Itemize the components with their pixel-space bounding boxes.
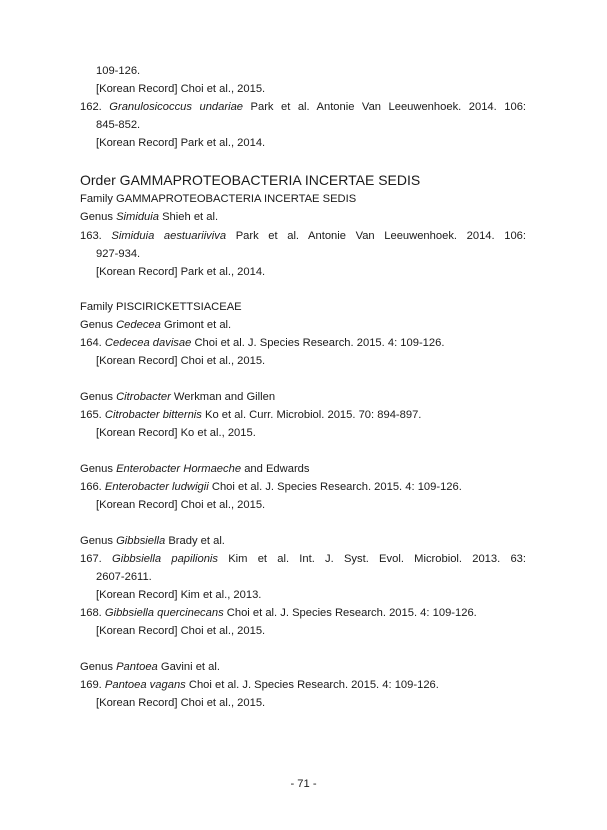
genus-heading [80,318,526,332]
genus-label: Genus [80,391,113,403]
citation: Choi et al. J. Species Research. 2015. 4: 109-126. [188,679,439,691]
genus-authority: Werkman and Gillen [173,391,276,403]
citation-pages: 2607-2611. [96,571,152,583]
korean-record-text: [Korean Record] Park et al., 2014. [96,137,266,149]
genus-heading [80,660,526,674]
genus-heading [80,390,526,404]
korean-record-text: [Korean Record] Ko et al., 2015. [96,427,256,439]
page-number: - 71 - [290,778,317,790]
genus-name: Enterobacter Hormaeche [116,463,242,475]
citation-continuation [96,247,542,261]
korean-record-text: [Korean Record] Choi et al., 2015. [96,625,266,637]
genus-heading [80,210,526,224]
family-heading [80,192,526,206]
genus-name: Pantoea [116,661,158,673]
citation-pages: 927-934. [96,248,141,260]
species-name: Granulosicoccus undariae [109,101,244,113]
korean-record [96,498,542,512]
reference-text: 109-126. [96,65,141,77]
korean-record [96,588,542,602]
order-title: Order GAMMAPROTEOBACTERIA INCERTAE SEDIS [80,172,421,188]
korean-record-text: [Korean Record] Choi et al., 2015. [96,697,266,709]
citation: Choi et al. J. Species Research. 2015. 4: 109-126. [194,337,445,349]
species-entry-166 [80,480,526,494]
citation-pages: 845-852. [96,119,141,131]
species-name: Gibbsiella quercinecans [104,607,224,619]
genus-authority: Grimont et al. [163,319,232,331]
species-entry-167 [80,552,526,566]
entry-number: 163. [80,230,102,242]
genus-authority: Brady et al. [168,535,225,547]
genus-heading [80,462,526,476]
entry-number: 167. [80,553,102,565]
korean-record-text: [Korean Record] Park et al., 2014. [96,266,266,278]
entry-number: 164. [80,337,102,349]
citation: Kim et al. Int. J. Syst. Evol. Microbiol. 2013. 63: [228,553,526,565]
family-title: Family PISCIRICKETTSIACEAE [80,301,242,313]
genus-label: Genus [80,211,113,223]
species-name: Citrobacter bitternis [104,409,202,421]
entry-number: 166. [80,481,102,493]
order-heading [80,171,526,189]
genus-name: Cedecea [116,319,161,331]
genus-label: Genus [80,319,113,331]
korean-record [96,136,542,150]
species-entry-164 [80,336,526,350]
korean-record [96,82,542,96]
citation: Park et al. Antonie Van Leeuwenhoek. 2014. 106: [235,230,526,242]
citation: Choi et al. J. Species Research. 2015. 4: 109-126. [226,607,477,619]
korean-record [96,624,542,638]
korean-record [96,426,542,440]
genus-heading [80,534,526,548]
entry-number: 168. [80,607,102,619]
genus-label: Genus [80,463,113,475]
species-entry-168 [80,606,526,620]
citation-continuation [96,570,542,584]
genus-authority: Gavini et al. [160,661,220,673]
genus-authority: and Edwards [244,463,310,475]
korean-record-text: [Korean Record] Kim et al., 2013. [96,589,262,601]
species-entry-162 [80,100,526,114]
species-entry-169 [80,678,526,692]
entry-number: 169. [80,679,102,691]
species-entry-165 [80,408,526,422]
citation: Park et al. Antonie Van Leeuwenhoek. 2014. 106: [250,101,527,113]
korean-record-text: [Korean Record] Choi et al., 2015. [96,499,266,511]
entry-number: 165. [80,409,102,421]
genus-label: Genus [80,661,113,673]
korean-record [96,696,542,710]
citation: Choi et al. J. Species Research. 2015. 4: 109-126. [211,481,462,493]
korean-record [96,354,542,368]
species-entry-163 [80,229,526,243]
family-title: Family GAMMAPROTEOBACTERIA INCERTAE SEDIS [80,193,357,205]
species-name: Gibbsiella papilionis [112,553,218,565]
genus-authority: Shieh et al. [162,211,219,223]
species-name: Simiduia aestuariiviva [111,230,227,242]
genus-name: Gibbsiella [116,535,166,547]
genus-name: Citrobacter [116,391,171,403]
entry-number: 162. [80,101,102,113]
korean-record [96,265,542,279]
family-heading [80,300,526,314]
reference-continuation [96,64,542,78]
genus-label: Genus [80,535,113,547]
species-name: Pantoea vagans [104,679,186,691]
korean-record-text: [Korean Record] Choi et al., 2015. [96,83,266,95]
genus-name: Simiduia [116,211,159,223]
citation: Ko et al. Curr. Microbiol. 2015. 70: 894-897. [205,409,422,421]
species-name: Cedecea davisae [104,337,192,349]
korean-record-text: [Korean Record] Choi et al., 2015. [96,355,266,367]
species-name: Enterobacter ludwigii [104,481,209,493]
citation-continuation [96,118,542,132]
